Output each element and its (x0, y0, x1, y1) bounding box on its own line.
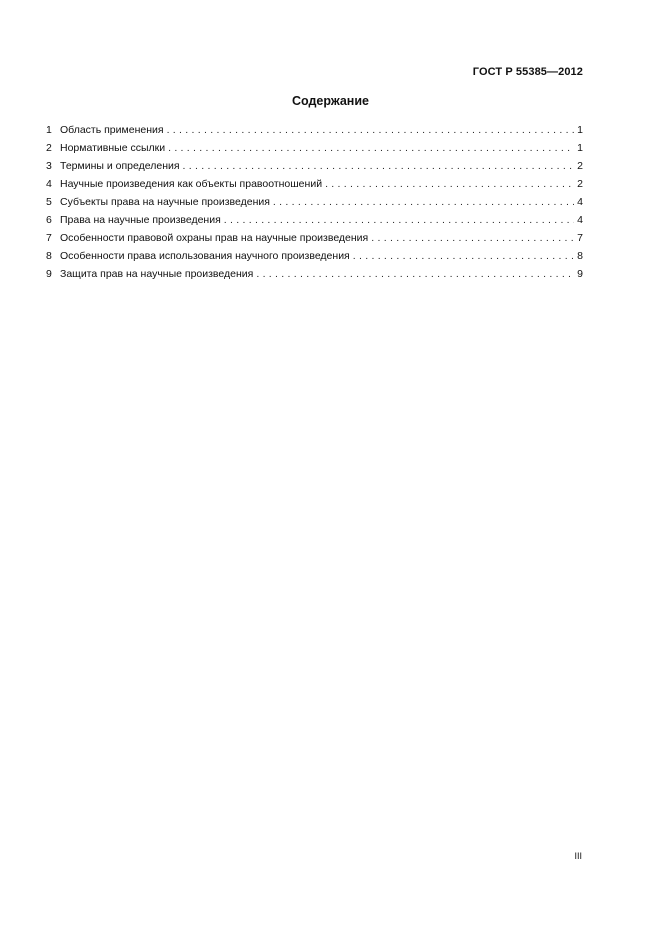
toc-item-title: Нормативные ссылки (60, 142, 166, 154)
toc-item[interactable] (46, 157, 583, 175)
toc-item-number: 4 (46, 178, 52, 190)
toc-item-number: 8 (46, 250, 52, 262)
toc-dot-leader (167, 121, 575, 139)
toc-item[interactable] (46, 139, 583, 157)
toc-item-page: 4 (577, 196, 583, 208)
toc-title: Содержание (291, 94, 369, 108)
toc-item[interactable] (46, 121, 583, 139)
toc-item-page: 8 (577, 250, 583, 262)
toc-item-title: Научные произведения как объекты правоотношений (60, 178, 323, 190)
toc-dot-leader (168, 139, 574, 157)
toc-item-number: 3 (46, 160, 52, 172)
toc-item-number: 1 (46, 124, 52, 136)
toc-dot-leader (183, 157, 575, 175)
toc-list (46, 121, 583, 283)
toc-item-number: 2 (46, 142, 52, 154)
toc-item[interactable] (46, 265, 583, 283)
toc-item-title: Субъекты права на научные произведения (60, 196, 270, 208)
toc-dot-leader (325, 175, 574, 193)
toc-item[interactable] (46, 211, 583, 229)
toc-item-title: Особенности права использования научного произведения (60, 250, 350, 262)
toc-item-number: 6 (46, 214, 52, 226)
toc-item[interactable] (46, 193, 583, 211)
toc-item-page: 2 (577, 178, 583, 190)
toc-item[interactable] (46, 175, 583, 193)
page-number: III (574, 851, 582, 861)
toc-item-number: 5 (46, 196, 52, 208)
document-code: ГОСТ Р 55385—2012 (472, 66, 583, 78)
toc-item-page: 2 (577, 160, 583, 172)
toc-item-page: 1 (577, 124, 583, 136)
toc-item-title: Особенности правовой охраны прав на научные произведения (60, 232, 369, 244)
toc-item-page: 7 (577, 232, 583, 244)
toc-item-page: 4 (577, 214, 583, 226)
toc-item-title: Защита прав на научные произведения (60, 268, 254, 280)
toc-item-number: 7 (46, 232, 52, 244)
toc-item-title: Права на научные произведения (60, 214, 221, 226)
toc-item-page: 1 (577, 142, 583, 154)
toc-dot-leader (273, 193, 574, 211)
toc-item-title: Область применения (60, 124, 164, 136)
toc-dot-leader (224, 211, 574, 229)
toc-item-number: 9 (46, 268, 52, 280)
toc-dot-leader (353, 247, 574, 265)
toc-item-page: 9 (577, 268, 583, 280)
toc-item-title: Термины и определения (60, 160, 180, 172)
toc-item[interactable] (46, 229, 583, 247)
toc-item[interactable] (46, 247, 583, 265)
toc-dot-leader (371, 229, 574, 247)
toc-dot-leader (256, 265, 574, 283)
